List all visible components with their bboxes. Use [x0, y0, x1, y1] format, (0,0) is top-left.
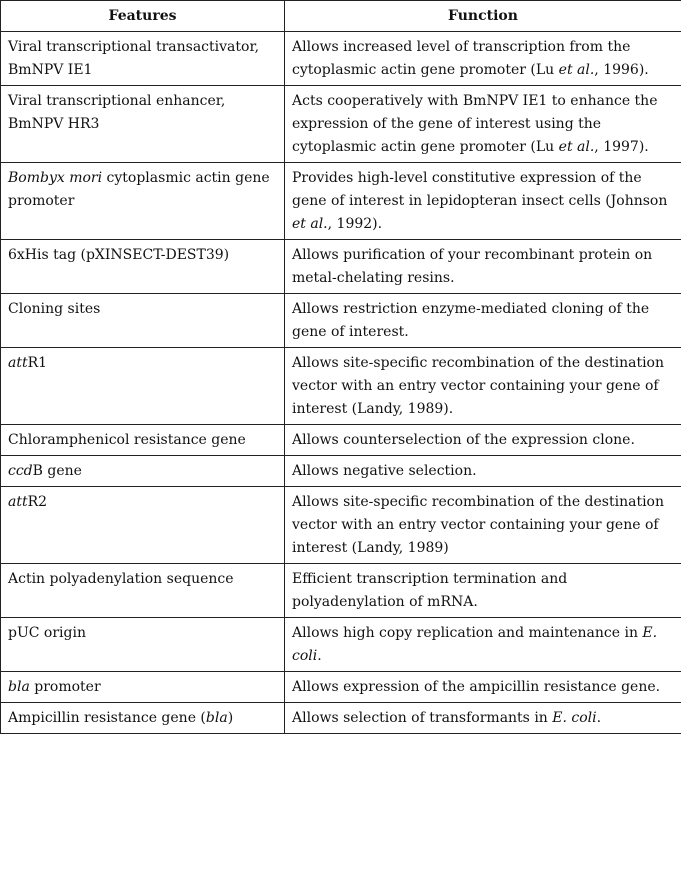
function-cell [285, 425, 681, 456]
function-text: Allows negative selection. [292, 463, 477, 479]
function-text: Allows selection of transformants in [292, 710, 553, 726]
function-text: Allows site-specific recombination of the destination vector with an entry vector containing your gene of interest (Landy, 1989) [292, 494, 665, 556]
feature-text: bla [8, 679, 30, 695]
function-cell [285, 703, 681, 734]
feature-cell [1, 32, 285, 86]
function-cell [285, 672, 681, 703]
feature-text: R1 [27, 355, 48, 371]
function-cell [285, 564, 681, 618]
feature-cell [1, 703, 285, 734]
function-cell [285, 240, 681, 294]
function-cell [285, 32, 681, 86]
function-cell [285, 618, 681, 672]
function-text: et al. [558, 139, 595, 155]
feature-text: Chloramphenicol resistance gene [8, 432, 246, 448]
feature-text: promoter [29, 679, 101, 695]
function-text: E. coli [292, 625, 658, 664]
function-text: Allows counterselection of the expression clone. [292, 432, 635, 448]
function-text: , 1992). [327, 216, 383, 232]
feature-text: att [8, 494, 28, 510]
function-text: Acts cooperatively with BmNPV IE1 to enhance the expression of the gene of interest using the cytoplasmic actin gene promoter (Lu [292, 93, 658, 155]
header-row [1, 1, 681, 32]
feature-text: att [8, 355, 28, 371]
feature-text: R2 [27, 494, 48, 510]
table-row [1, 672, 681, 703]
function-text: , 1997). [594, 139, 649, 155]
function-header: Function [285, 1, 681, 32]
function-text: et al. [558, 62, 595, 78]
function-text: et al. [292, 216, 328, 232]
table-row [1, 294, 681, 348]
function-cell [285, 294, 681, 348]
table-row [1, 240, 681, 294]
feature-text: Ampicillin resistance gene ( [8, 710, 206, 726]
feature-cell [1, 86, 285, 163]
table-row [1, 163, 681, 240]
table-row [1, 564, 681, 618]
table-row [1, 703, 681, 734]
feature-cell [1, 163, 285, 240]
function-text: E. coli [552, 710, 597, 726]
function-text: Allows purification of your recombinant protein on metal-chelating resins. [292, 247, 653, 286]
function-text: Allows high copy replication and maintenance in [292, 625, 643, 641]
feature-cell [1, 456, 285, 487]
feature-text: Viral transcriptional enhancer, BmNPV HR3 [8, 93, 226, 132]
function-cell [285, 487, 681, 564]
function-cell [285, 456, 681, 487]
feature-cell [1, 672, 285, 703]
function-text: Allows site-specific recombination of the destination vector with an entry vector containing your gene of interest (Landy, 1989). [292, 355, 665, 417]
feature-text: Bombyx mori [8, 170, 103, 186]
feature-text: B gene [32, 463, 82, 479]
function-cell [285, 163, 681, 240]
feature-text: Actin polyadenylation sequence [8, 571, 234, 587]
feature-text: pUC origin [8, 625, 86, 641]
function-text: . [317, 648, 322, 664]
feature-text: Viral transcriptional transactivator, BmNPV IE1 [8, 39, 260, 78]
table-row [1, 86, 681, 163]
feature-cell [1, 564, 285, 618]
feature-cell [1, 294, 285, 348]
feature-text: 6xHis tag (pXINSECT-DEST39) [8, 247, 230, 263]
function-text: Provides high-level constitutive expression of the gene of interest in lepidopteran insect cells (Johnson [292, 170, 668, 209]
feature-cell [1, 618, 285, 672]
feature-cell [1, 348, 285, 425]
feature-text: Cloning sites [8, 301, 101, 317]
function-text: . [596, 710, 602, 726]
table-row [1, 487, 681, 564]
function-text: Allows restriction enzyme-mediated cloning of the gene of interest. [292, 301, 650, 340]
feature-cell [1, 240, 285, 294]
feature-cell [1, 425, 285, 456]
function-text: Allows increased level of transcription from the cytoplasmic actin gene promoter (Lu [292, 39, 631, 78]
table-row [1, 348, 681, 425]
feature-text: bla [205, 710, 228, 726]
table-row [1, 618, 681, 672]
table-row [1, 456, 681, 487]
feature-text: cytoplasmic actin gene promoter [8, 170, 270, 209]
function-cell [285, 348, 681, 425]
features-header: Features [1, 1, 285, 32]
function-text: Allows expression of the ampicillin resistance gene. [292, 679, 661, 695]
table-body [1, 32, 681, 734]
table-row [1, 32, 681, 86]
function-text: Efficient transcription termination and polyadenylation of mRNA. [292, 571, 568, 610]
function-cell [285, 86, 681, 163]
feature-text: ) [227, 710, 234, 726]
function-text: , 1996). [594, 62, 649, 78]
table-row [1, 425, 681, 456]
feature-text: ccd [8, 463, 33, 479]
feature-cell [1, 487, 285, 564]
